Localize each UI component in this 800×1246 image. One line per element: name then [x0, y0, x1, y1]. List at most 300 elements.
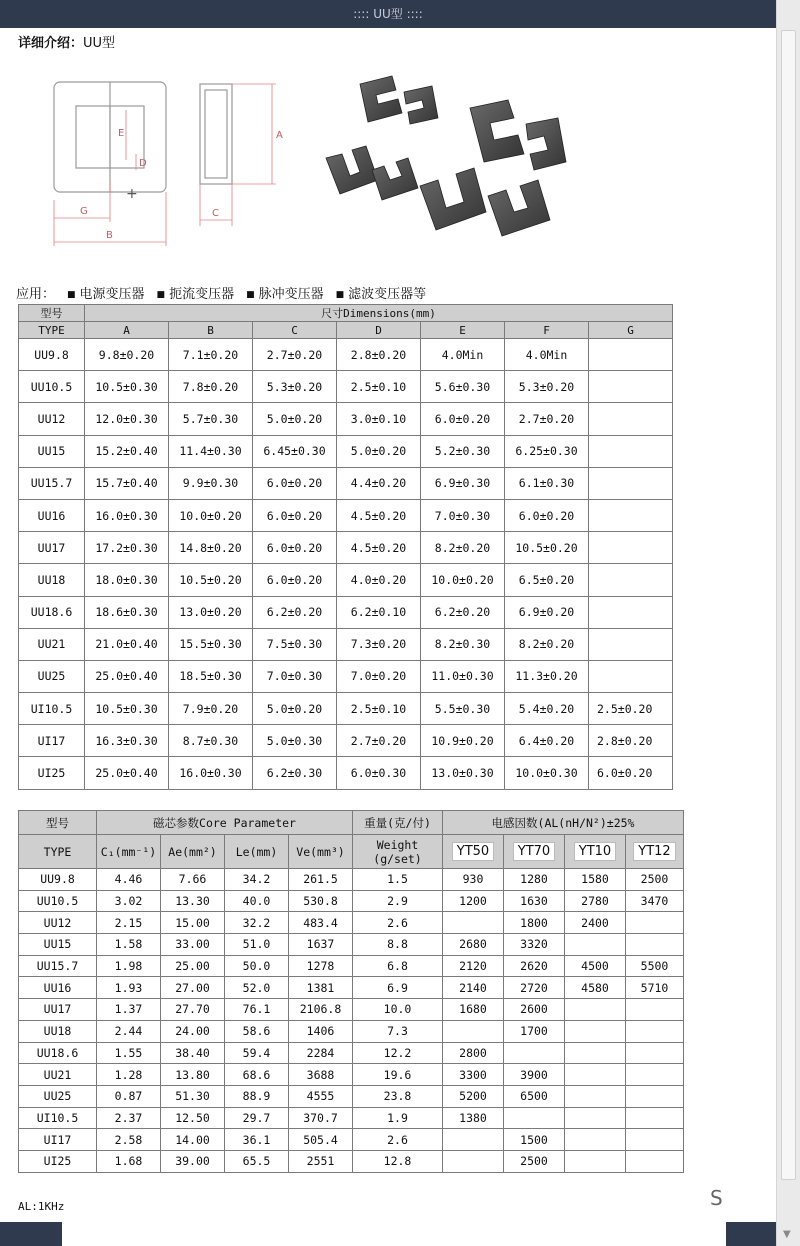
type-cell: UU16 [19, 977, 97, 999]
dimension-cell: 5.3±0.20 [505, 371, 589, 403]
al-cell: 1700 [504, 1020, 565, 1042]
type-header: 型号 [19, 811, 97, 835]
al-cell: 2500 [504, 1150, 565, 1172]
dimension-cell: 6.2±0.30 [253, 757, 337, 789]
dimension-cell: 6.1±0.30 [505, 467, 589, 499]
dimension-cell: 14.8±0.20 [169, 532, 253, 564]
scroll-down-arrow-icon[interactable]: ▼ [783, 1229, 791, 1240]
table-row [19, 532, 673, 564]
parameter-cell: 58.6 [225, 1020, 289, 1042]
dimension-cell: 10.0±0.20 [421, 564, 505, 596]
parameter-cell: 3688 [289, 1064, 353, 1086]
parameter-cell: 36.1 [225, 1129, 289, 1151]
parameter-cell: 19.6 [353, 1064, 443, 1086]
dimension-cell: 3.0±0.10 [337, 403, 421, 435]
parameter-cell: 2.44 [97, 1020, 161, 1042]
parameter-cell: 27.70 [161, 999, 225, 1021]
parameter-cell: 4.46 [97, 869, 161, 891]
parameter-cell: 2.6 [353, 912, 443, 934]
dimension-cell: 18.0±0.30 [85, 564, 169, 596]
parameter-cell: 1.5 [353, 869, 443, 891]
type-cell: UU9.8 [19, 869, 97, 891]
vertical-scrollbar[interactable] [776, 0, 800, 1246]
yt70-label: YT70 [513, 842, 555, 861]
type-sub-header: TYPE [19, 835, 97, 869]
parameter-cell: 6.8 [353, 955, 443, 977]
type-cell: UU12 [19, 403, 85, 435]
al-cell [626, 1129, 684, 1151]
al-cell: 1200 [443, 890, 504, 912]
dimension-cell: 4.0Min [421, 339, 505, 371]
parameter-cell: 25.00 [161, 955, 225, 977]
dimension-cell: 6.2±0.20 [253, 596, 337, 628]
footer-note: AL:1KHz [18, 1200, 65, 1213]
parameter-cell: 68.6 [225, 1064, 289, 1086]
al-cell: 2800 [443, 1042, 504, 1064]
dimension-cell [589, 660, 673, 692]
dim-label-b: B [106, 230, 113, 241]
type-cell: UU15.7 [19, 467, 85, 499]
table-row [19, 890, 684, 912]
dimension-cell: 6.9±0.20 [505, 596, 589, 628]
window-title-bar [0, 0, 776, 28]
al-cell: 2680 [443, 934, 504, 956]
dimension-cell: 7.0±0.30 [253, 660, 337, 692]
table-row [19, 1150, 684, 1172]
parameter-cell: 34.2 [225, 869, 289, 891]
dimension-cell: 7.8±0.20 [169, 371, 253, 403]
col-header-yt50 [443, 835, 504, 869]
al-cell: 4580 [565, 977, 626, 999]
parameter-cell: 1.37 [97, 999, 161, 1021]
parameter-cell: 40.0 [225, 890, 289, 912]
al-cell [443, 1150, 504, 1172]
type-cell: UI10.5 [19, 1107, 97, 1129]
parameter-cell: 1.68 [97, 1150, 161, 1172]
parameter-cell: 51.30 [161, 1085, 225, 1107]
parameter-cell: 59.4 [225, 1042, 289, 1064]
core-parameter-table [18, 810, 684, 1173]
dimension-cell: 4.0Min [505, 339, 589, 371]
al-cell: 1500 [504, 1129, 565, 1151]
parameter-cell: 530.8 [289, 890, 353, 912]
dimension-cell: 6.25±0.30 [505, 435, 589, 467]
al-cell: 2500 [626, 869, 684, 891]
dimension-cell: 16.3±0.30 [85, 725, 169, 757]
type-cell: UU16 [19, 499, 85, 531]
window-title: :::: UU型 :::: [353, 7, 423, 21]
applications-line [16, 283, 426, 302]
dimension-cell: 11.3±0.20 [505, 660, 589, 692]
al-cell [626, 912, 684, 934]
bottom-bar-left [0, 1222, 62, 1246]
parameter-cell: 33.00 [161, 934, 225, 956]
dimension-cell: 2.8±0.20 [589, 725, 673, 757]
col-header-le: Le(mm) [225, 835, 289, 869]
type-cell: UU9.8 [19, 339, 85, 371]
parameter-cell: 52.0 [225, 977, 289, 999]
dimension-cell: 2.5±0.10 [337, 693, 421, 725]
application-text: 电源变压器 [79, 287, 145, 302]
bullet-icon: ■ [335, 289, 345, 300]
dimension-cell: 5.7±0.30 [169, 403, 253, 435]
al-cell: 1580 [565, 869, 626, 891]
type-cell: UU21 [19, 628, 85, 660]
parameter-cell: 12.8 [353, 1150, 443, 1172]
uu-core-dimension-drawing [40, 70, 310, 260]
parameter-cell: 7.3 [353, 1020, 443, 1042]
dimension-cell: 5.6±0.30 [421, 371, 505, 403]
table-row [19, 596, 673, 628]
parameter-cell: 2.15 [97, 912, 161, 934]
application-text: 扼流变压器 [169, 287, 235, 302]
al-cell: 2140 [443, 977, 504, 999]
dimension-cell: 25.0±0.40 [85, 757, 169, 789]
al-cell: 3320 [504, 934, 565, 956]
dimension-cell: 18.5±0.30 [169, 660, 253, 692]
weight-header: 重量(克/付) [353, 811, 443, 835]
dimension-cell [589, 499, 673, 531]
parameter-cell: 13.30 [161, 890, 225, 912]
yt50-label: YT50 [452, 842, 494, 861]
parameter-cell: 23.8 [353, 1085, 443, 1107]
dimension-cell: 7.3±0.20 [337, 628, 421, 660]
parameter-cell: 1.9 [353, 1107, 443, 1129]
table-row [19, 339, 673, 371]
dimension-cell [589, 339, 673, 371]
parameter-cell: 261.5 [289, 869, 353, 891]
type-cell: UU15.7 [19, 955, 97, 977]
dimension-cell: 6.2±0.10 [337, 596, 421, 628]
parameter-cell: 2.37 [97, 1107, 161, 1129]
type-cell: UU17 [19, 532, 85, 564]
table-row [19, 435, 673, 467]
dimension-cell [589, 435, 673, 467]
dimension-cell [589, 371, 673, 403]
application-text: 滤波变压器等 [348, 287, 427, 302]
al-cell [626, 1085, 684, 1107]
dimension-cell: 6.0±0.20 [253, 532, 337, 564]
table-row [19, 912, 684, 934]
dim-label-a: A [276, 130, 283, 141]
dimension-cell: 6.45±0.30 [253, 435, 337, 467]
al-cell [565, 1085, 626, 1107]
dimension-cell: 7.9±0.20 [169, 693, 253, 725]
al-cell: 5710 [626, 977, 684, 999]
dimension-cell: 25.0±0.40 [85, 660, 169, 692]
type-sub-header: TYPE [19, 322, 85, 339]
al-cell: 6500 [504, 1085, 565, 1107]
parameter-cell: 65.5 [225, 1150, 289, 1172]
dimension-cell: 18.6±0.30 [85, 596, 169, 628]
dimension-cell [589, 596, 673, 628]
footer-mark: S [710, 1186, 723, 1210]
dim-label-c: C [212, 208, 219, 219]
dimension-cell: 6.0±0.30 [337, 757, 421, 789]
dimension-cell: 8.2±0.30 [421, 628, 505, 660]
table-row [19, 693, 673, 725]
dimension-cell: 21.0±0.40 [85, 628, 169, 660]
table-row [19, 1129, 684, 1151]
bottom-bar-right [726, 1222, 776, 1246]
parameter-cell: 1381 [289, 977, 353, 999]
table-row [19, 564, 673, 596]
al-cell [565, 1064, 626, 1086]
table-row [19, 467, 673, 499]
dim-label-g: G [80, 206, 88, 217]
application-item [157, 283, 235, 302]
parameter-cell: 29.7 [225, 1107, 289, 1129]
col-header-ae: Ae(mm²) [161, 835, 225, 869]
dimension-cell: 13.0±0.30 [421, 757, 505, 789]
parameter-cell: 2.6 [353, 1129, 443, 1151]
dimension-cell: 15.5±0.30 [169, 628, 253, 660]
type-cell: UU17 [19, 999, 97, 1021]
col-header-yt12 [626, 835, 684, 869]
dimension-cell: 10.0±0.30 [505, 757, 589, 789]
dimension-cell: 2.7±0.20 [505, 403, 589, 435]
table-row [19, 757, 673, 789]
detail-label: 详细介绍： [18, 36, 84, 51]
al-cell [626, 934, 684, 956]
dimension-cell: 12.0±0.30 [85, 403, 169, 435]
dimension-cell: 6.0±0.20 [253, 499, 337, 531]
parameter-cell: 370.7 [289, 1107, 353, 1129]
al-cell: 4500 [565, 955, 626, 977]
dimension-cell: 5.2±0.30 [421, 435, 505, 467]
parameter-cell: 10.0 [353, 999, 443, 1021]
al-cell: 930 [443, 869, 504, 891]
al-cell [626, 1020, 684, 1042]
parameter-cell: 12.2 [353, 1042, 443, 1064]
al-cell: 2120 [443, 955, 504, 977]
dimension-cell: 6.4±0.20 [505, 725, 589, 757]
type-cell: UI10.5 [19, 693, 85, 725]
parameter-cell: 483.4 [289, 912, 353, 934]
dimension-cell: 10.5±0.20 [505, 532, 589, 564]
col-header-d: D [337, 322, 421, 339]
dimension-cell: 17.2±0.30 [85, 532, 169, 564]
type-cell: UI17 [19, 1129, 97, 1151]
application-item [246, 283, 324, 302]
bullet-icon: ■ [156, 289, 166, 300]
dimension-cell: 5.0±0.20 [337, 435, 421, 467]
type-header: 型号 [19, 305, 85, 322]
dimension-cell: 6.0±0.20 [589, 757, 673, 789]
application-item [67, 283, 145, 302]
table-row [19, 1064, 684, 1086]
dimension-cell: 7.5±0.30 [253, 628, 337, 660]
table-row [19, 403, 673, 435]
parameter-cell: 1.55 [97, 1042, 161, 1064]
parameter-cell: 12.50 [161, 1107, 225, 1129]
parameter-cell: 32.2 [225, 912, 289, 934]
bullet-icon: ■ [246, 289, 255, 300]
dimension-cell: 16.0±0.30 [169, 757, 253, 789]
col-header-yt10 [565, 835, 626, 869]
al-cell [565, 1107, 626, 1129]
al-cell [504, 1042, 565, 1064]
parameter-cell: 2.58 [97, 1129, 161, 1151]
al-cell: 2620 [504, 955, 565, 977]
dimension-cell [589, 467, 673, 499]
dimension-cell: 10.5±0.30 [85, 693, 169, 725]
bullet-icon: ■ [67, 289, 76, 300]
dimension-cell: 10.9±0.20 [421, 725, 505, 757]
col-header-f: F [505, 322, 589, 339]
table-row [19, 725, 673, 757]
col-header-c1: C₁(mm⁻¹) [97, 835, 161, 869]
col-header-a: A [85, 322, 169, 339]
table-row [19, 1107, 684, 1129]
dimension-cell: 5.0±0.20 [253, 403, 337, 435]
dimension-cell: 6.9±0.30 [421, 467, 505, 499]
parameter-cell: 4555 [289, 1085, 353, 1107]
type-cell: UU10.5 [19, 371, 85, 403]
al-cell: 5200 [443, 1085, 504, 1107]
dimension-cell: 4.5±0.20 [337, 499, 421, 531]
al-cell: 1380 [443, 1107, 504, 1129]
dimension-cell [589, 532, 673, 564]
type-cell: UU12 [19, 912, 97, 934]
parameter-cell: 3.02 [97, 890, 161, 912]
table-row [19, 1085, 684, 1107]
al-cell: 2600 [504, 999, 565, 1021]
table-row [19, 955, 684, 977]
al-cell [504, 1107, 565, 1129]
parameter-cell: 1.98 [97, 955, 161, 977]
table-row [19, 628, 673, 660]
al-cell [626, 1042, 684, 1064]
table-row [19, 869, 684, 891]
applications-label: 应用： [16, 287, 56, 302]
al-cell [565, 1020, 626, 1042]
al-cell [443, 912, 504, 934]
parameter-cell: 2551 [289, 1150, 353, 1172]
al-cell [443, 1129, 504, 1151]
parameter-cell: 88.9 [225, 1085, 289, 1107]
parameter-cell: 7.66 [161, 869, 225, 891]
col-header-g: G [589, 322, 673, 339]
type-cell: UU10.5 [19, 890, 97, 912]
al-cell [626, 1064, 684, 1086]
dimension-cell: 7.0±0.30 [421, 499, 505, 531]
parameter-cell: 15.00 [161, 912, 225, 934]
al-cell [626, 1107, 684, 1129]
dimension-cell: 2.7±0.20 [337, 725, 421, 757]
dimension-cell: 6.2±0.20 [421, 596, 505, 628]
type-cell: UI17 [19, 725, 85, 757]
type-cell: UU18.6 [19, 596, 85, 628]
dimension-cell: 4.5±0.20 [337, 532, 421, 564]
dimension-cell: 5.0±0.20 [253, 693, 337, 725]
al-cell [565, 1042, 626, 1064]
al-cell: 3900 [504, 1064, 565, 1086]
dimension-cell: 5.0±0.30 [253, 725, 337, 757]
dimension-cell: 10.0±0.20 [169, 499, 253, 531]
type-cell: UU18.6 [19, 1042, 97, 1064]
al-cell: 2780 [565, 890, 626, 912]
detail-value: UU型 [83, 36, 116, 51]
type-cell: UU25 [19, 1085, 97, 1107]
col-header-yt70 [504, 835, 565, 869]
dimension-cell: 15.7±0.40 [85, 467, 169, 499]
parameter-cell: 13.80 [161, 1064, 225, 1086]
uu-core-product-photo [320, 62, 570, 247]
parameter-cell: 8.8 [353, 934, 443, 956]
parameter-cell: 1.93 [97, 977, 161, 999]
parameter-cell: 27.00 [161, 977, 225, 999]
application-text: 脉冲变压器 [258, 287, 324, 302]
al-cell [626, 999, 684, 1021]
col-header-b: B [169, 322, 253, 339]
yt12-label: YT12 [633, 842, 675, 861]
scrollbar-thumb[interactable] [781, 30, 796, 1180]
dimension-cell: 11.4±0.30 [169, 435, 253, 467]
table-row [19, 1042, 684, 1064]
dimension-cell: 11.0±0.30 [421, 660, 505, 692]
dim-label-e: E [118, 128, 125, 139]
dimension-cell: 4.4±0.20 [337, 467, 421, 499]
al-cell: 1630 [504, 890, 565, 912]
dimension-cell [589, 628, 673, 660]
core-parameter-header: 磁芯参数Core Parameter [97, 811, 353, 835]
al-cell [565, 1129, 626, 1151]
type-cell: UU25 [19, 660, 85, 692]
dimension-cell: 7.1±0.20 [169, 339, 253, 371]
parameter-cell: 1.28 [97, 1064, 161, 1086]
table-row [19, 977, 684, 999]
parameter-cell: 24.00 [161, 1020, 225, 1042]
al-cell: 2720 [504, 977, 565, 999]
parameter-cell: 50.0 [225, 955, 289, 977]
dimension-cell: 5.5±0.30 [421, 693, 505, 725]
col-header-ve: Ve(mm³) [289, 835, 353, 869]
dimensions-table [18, 304, 673, 790]
dimension-cell: 6.5±0.20 [505, 564, 589, 596]
dimension-cell: 10.5±0.30 [85, 371, 169, 403]
dimension-cell: 6.0±0.20 [421, 403, 505, 435]
al-cell: 1280 [504, 869, 565, 891]
dimension-cell: 7.0±0.20 [337, 660, 421, 692]
dimension-cell: 8.7±0.30 [169, 725, 253, 757]
parameter-cell: 2.9 [353, 890, 443, 912]
type-cell: UI25 [19, 757, 85, 789]
dimension-cell: 6.0±0.20 [253, 467, 337, 499]
parameter-cell: 1278 [289, 955, 353, 977]
table-row [19, 1020, 684, 1042]
type-cell: UU15 [19, 435, 85, 467]
al-cell: 3470 [626, 890, 684, 912]
dimension-cell: 8.2±0.20 [505, 628, 589, 660]
al-cell: 2400 [565, 912, 626, 934]
parameter-cell: 38.40 [161, 1042, 225, 1064]
dimension-cell: 5.3±0.20 [253, 371, 337, 403]
dimension-cell: 8.2±0.20 [421, 532, 505, 564]
table-row [19, 934, 684, 956]
parameter-cell: 51.0 [225, 934, 289, 956]
parameter-cell: 2284 [289, 1042, 353, 1064]
al-cell [565, 1150, 626, 1172]
parameter-cell: 505.4 [289, 1129, 353, 1151]
parameter-cell: 14.00 [161, 1129, 225, 1151]
parameter-cell: 2106.8 [289, 999, 353, 1021]
dimension-cell: 13.0±0.20 [169, 596, 253, 628]
parameter-cell: 6.9 [353, 977, 443, 999]
type-cell: UU15 [19, 934, 97, 956]
al-cell: 5500 [626, 955, 684, 977]
dimension-cell: 9.9±0.30 [169, 467, 253, 499]
